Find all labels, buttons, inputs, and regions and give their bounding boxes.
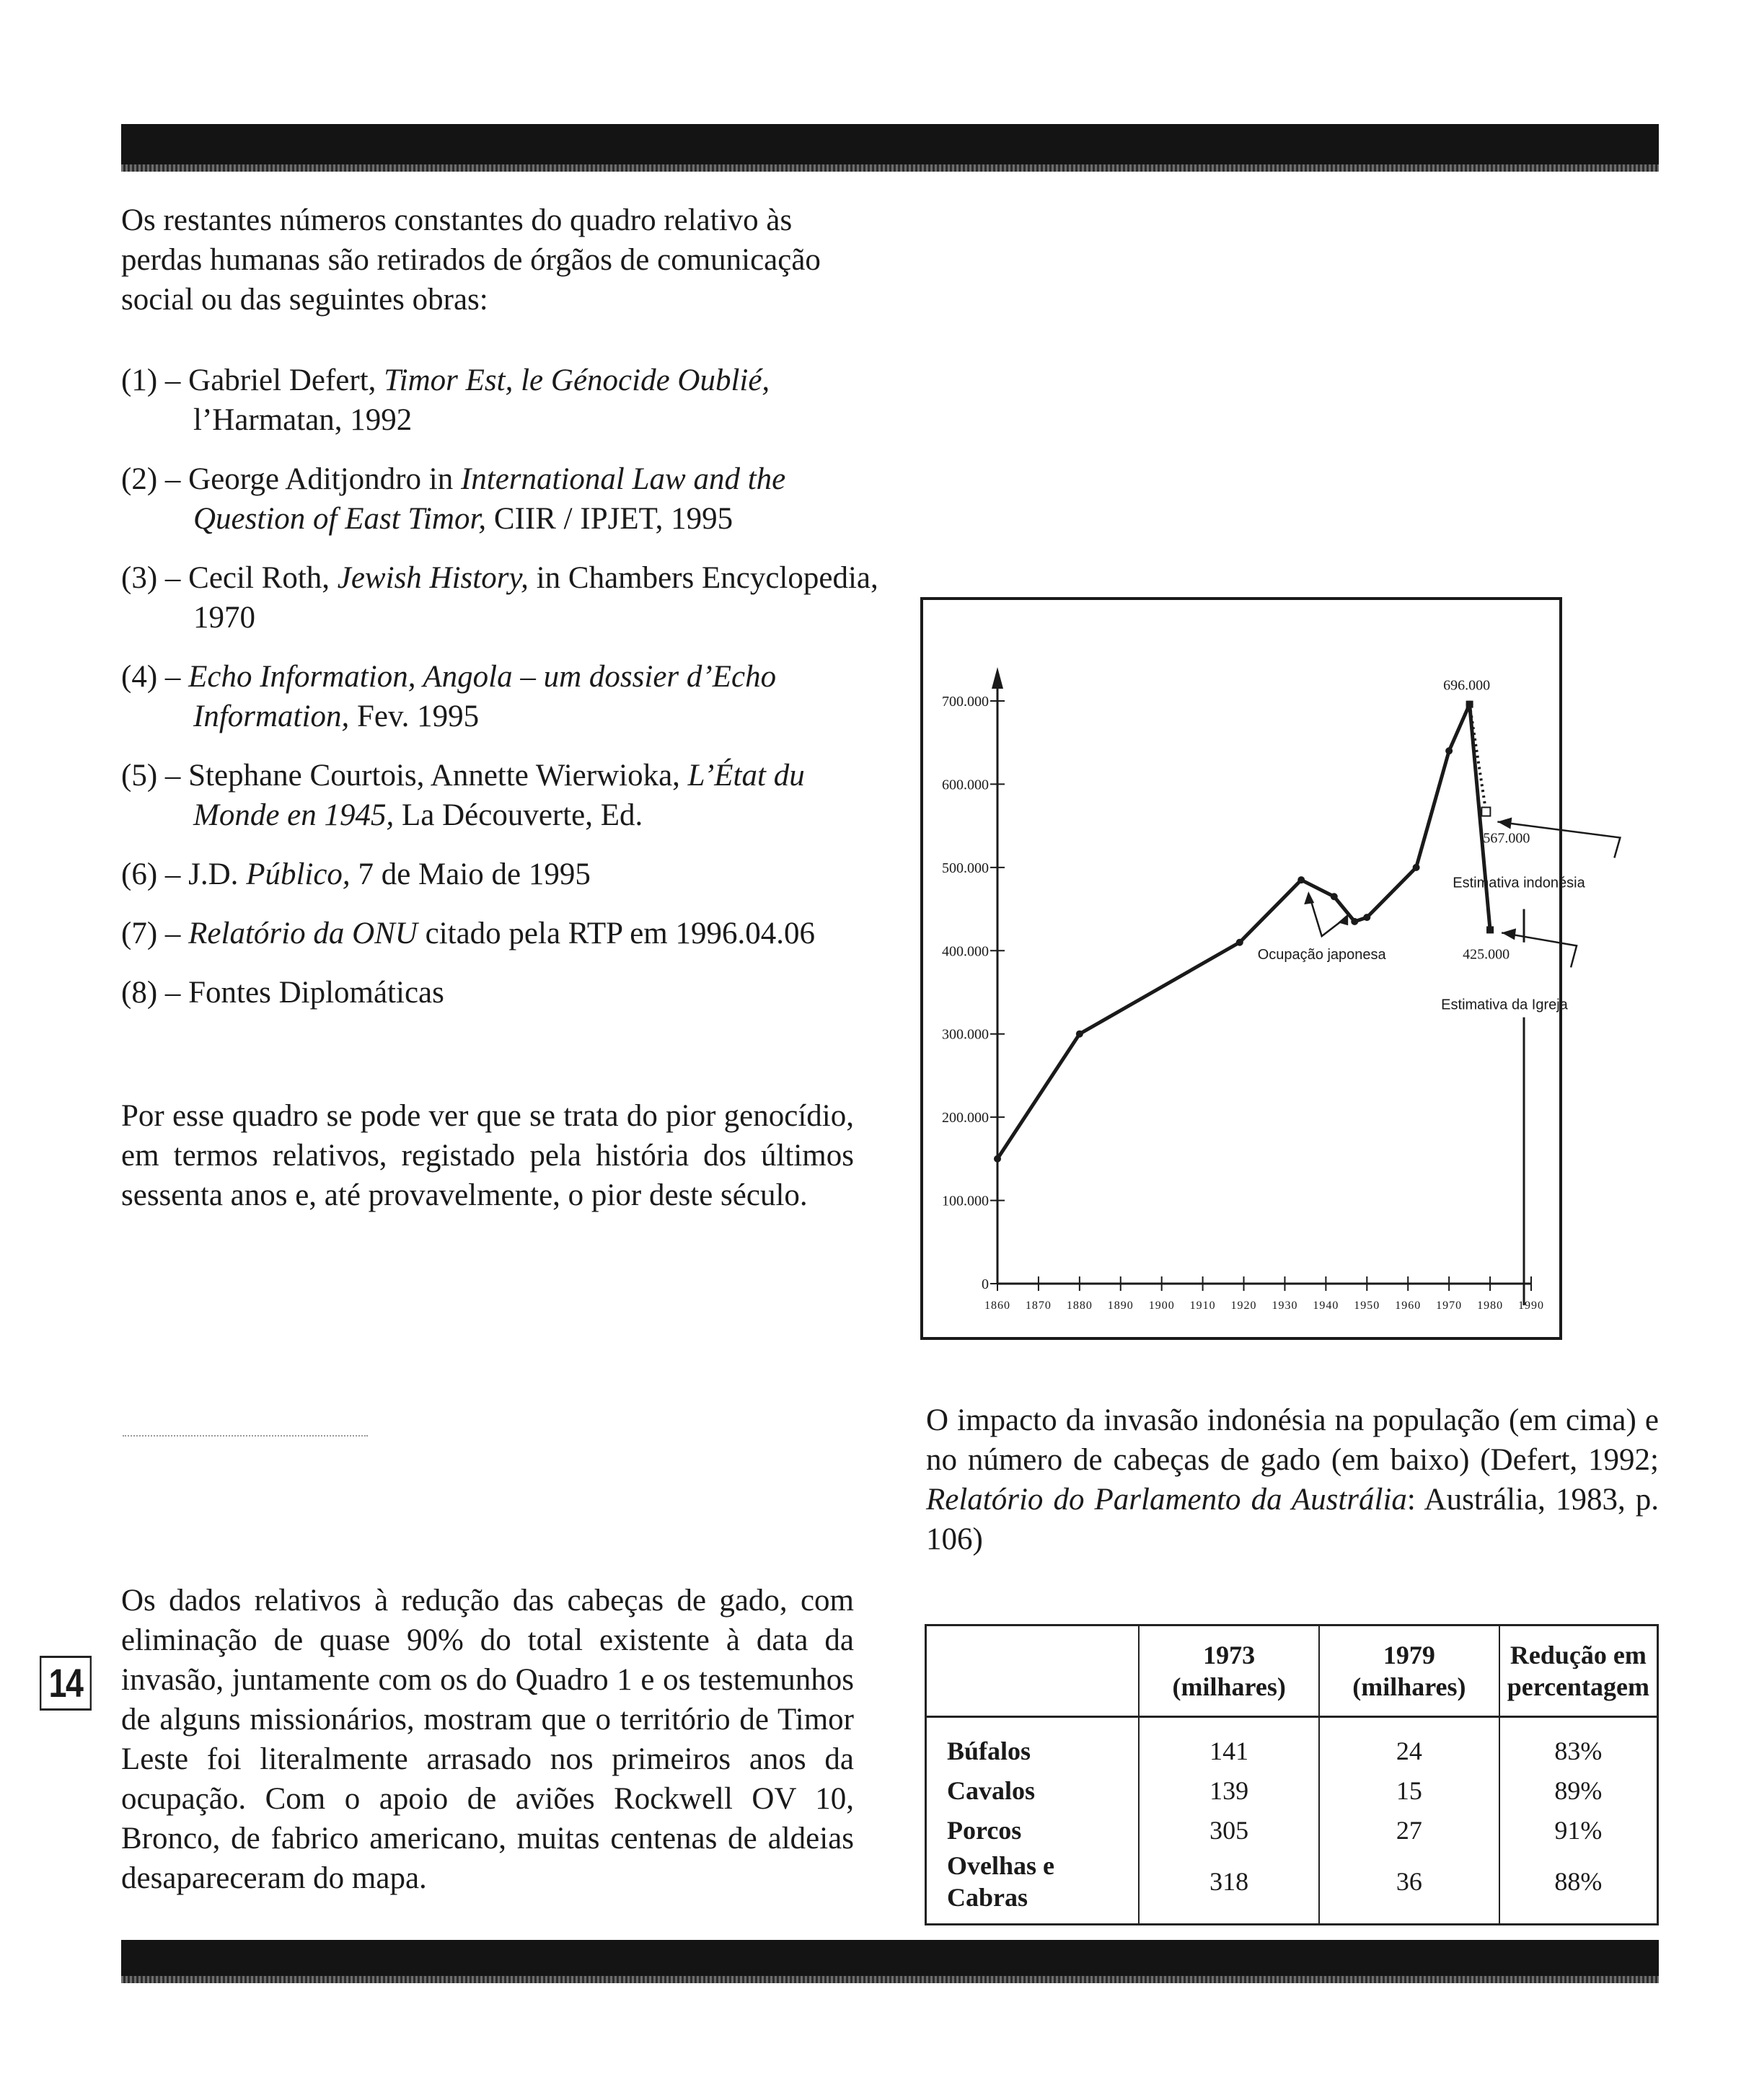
reference-item: [121, 657, 878, 736]
intro-paragraph: Os restantes números constantes do quadro relativo às perdas humanas são retirados de órgãos de comunicação social ou das seguintes obras:: [121, 203, 821, 317]
table-cell: 89%: [1499, 1770, 1658, 1810]
table-cell: 318: [1139, 1850, 1319, 1925]
caption-text-end: : Austrália, 1983, p. 106): [926, 1483, 1659, 1556]
reference-text: Cecil Roth,: [180, 561, 338, 595]
table-header-1979-year: 1979: [1383, 1641, 1435, 1669]
reference-text: Stephane Courtois, Annette Wierwioka,: [180, 759, 688, 793]
population-line: [997, 705, 1490, 1159]
reference-number: (3) –: [121, 561, 181, 595]
data-label-696000: 696.000: [1443, 677, 1491, 694]
data-point: [1331, 893, 1338, 900]
table-header-1979-unit: (milhares): [1352, 1672, 1466, 1701]
reference-list: [121, 361, 878, 1032]
data-point: [1445, 747, 1453, 754]
table-cell: 15: [1319, 1770, 1499, 1810]
table-cell: 305: [1139, 1810, 1319, 1850]
reference-text: J.D.: [180, 857, 247, 891]
reference-number: (1) –: [121, 363, 181, 397]
reference-text: l’Harmatan, 1992: [193, 403, 413, 437]
indonesian-arrowhead: [1497, 818, 1512, 829]
x-tick-label: 1860: [984, 1300, 1010, 1312]
population-chart-svg: [922, 599, 1585, 1338]
data-point: [1351, 918, 1358, 925]
reference-title: Relatório da ONU: [188, 917, 418, 950]
data-label-425000: 425.000: [1463, 946, 1510, 963]
data-point: [1363, 914, 1370, 921]
y-tick-label: 500.000: [942, 860, 989, 876]
table-cell: 27: [1319, 1810, 1499, 1850]
reference-text: Fev. 1995: [349, 700, 480, 733]
table-header-1979: [1319, 1625, 1499, 1717]
table-row: [926, 1850, 1658, 1925]
reference-item: [121, 756, 878, 835]
table-row: [926, 1810, 1658, 1850]
table-cell: Ovelhas e Cabras: [926, 1850, 1140, 1925]
table-cell: Porcos: [926, 1810, 1140, 1850]
table-header-1973-unit: (milhares): [1172, 1672, 1286, 1701]
genocide-paragraph: Por esse quadro se pode ver que se trata do pior genocídio, em termos relativos, registado pela história dos últimos sessenta anos e, até provavelmente, o pior deste século.: [121, 1099, 854, 1212]
y-tick-label: 0: [982, 1276, 989, 1292]
indonesian-estimate-label: Estimativa indonésia: [1453, 875, 1585, 891]
x-tick-label: 1980: [1477, 1300, 1504, 1312]
y-tick-label: 600.000: [942, 777, 989, 793]
reference-number: (2) –: [121, 462, 181, 496]
reference-title: Echo Information, Angola – um dossier d’Echo Information,: [188, 660, 777, 733]
reference-title: Público,: [246, 857, 351, 891]
reference-item: [121, 914, 878, 953]
data-point: [1236, 939, 1243, 946]
x-tick-label: 1920: [1230, 1300, 1257, 1312]
table-cell: 141: [1139, 1717, 1319, 1771]
table-cell: 24: [1319, 1717, 1499, 1771]
reference-item: [121, 558, 878, 638]
table-header-1973-year: 1973: [1203, 1641, 1256, 1669]
y-tick-label: 400.000: [942, 943, 989, 960]
reference-number: (4) –: [121, 660, 181, 694]
table-header-reduction-line2: percentagem: [1507, 1672, 1649, 1701]
x-tick-label: 1930: [1272, 1300, 1298, 1312]
x-tick-label: 1870: [1025, 1300, 1052, 1312]
table-cell: 91%: [1499, 1810, 1658, 1850]
table-header-reduction-line1: Redução em: [1510, 1641, 1647, 1669]
table-row: [926, 1770, 1658, 1810]
page-number: 14: [40, 1656, 92, 1711]
reference-item: [121, 361, 878, 440]
population-chart: [922, 599, 1585, 1338]
chart-caption: [926, 1400, 1659, 1559]
church-estimate-label: Estimativa da Igreja: [1441, 997, 1568, 1013]
reference-text: La Découverte, Ed.: [394, 798, 643, 832]
reference-text: Gabriel Defert,: [180, 363, 384, 397]
data-point: [1297, 876, 1305, 883]
table-cell: 83%: [1499, 1717, 1658, 1771]
caption-italic-title: Relatório do Parlamento da Austrália: [926, 1483, 1407, 1517]
data-point: [1076, 1031, 1083, 1038]
x-tick-label: 1900: [1148, 1300, 1175, 1312]
x-tick-label: 1880: [1066, 1300, 1093, 1312]
reference-text: Fontes Diplomáticas: [180, 976, 444, 1010]
data-label-567000: 567.000: [1483, 830, 1530, 847]
table-header-reduction: [1499, 1625, 1658, 1717]
top-header-band: [121, 124, 1659, 172]
reference-text: CIIR / IPJET, 1995: [486, 502, 733, 536]
reference-item: [121, 973, 878, 1012]
church-arrowhead: [1502, 928, 1516, 940]
reference-text: 7 de Maio de 1995: [350, 857, 591, 891]
table-cell: 139: [1139, 1770, 1319, 1810]
livestock-table: [925, 1624, 1659, 1925]
x-tick-label: 1960: [1395, 1300, 1422, 1312]
chart-border: [922, 599, 1561, 1338]
y-tick-label: 100.000: [942, 1193, 989, 1209]
reference-text: [180, 917, 188, 950]
reference-item: [121, 459, 878, 539]
reference-number: (5) –: [121, 759, 181, 793]
dotted-separator: [123, 1435, 368, 1437]
reference-text: citado pela RTP em 1996.04.06: [417, 917, 816, 950]
table-cell: 88%: [1499, 1850, 1658, 1925]
reference-item: [121, 855, 878, 894]
bottom-footer-band: [121, 1940, 1659, 1983]
table-cell: 36: [1319, 1850, 1499, 1925]
x-tick-label: 1940: [1313, 1300, 1339, 1312]
church-estimate-marker: [1486, 926, 1494, 933]
reference-title: L’État du Monde en 1945,: [193, 759, 805, 832]
x-tick-label: 1970: [1436, 1300, 1463, 1312]
data-point: [1413, 864, 1420, 871]
reference-text: [180, 660, 188, 694]
reference-title: Jewish History,: [337, 561, 529, 595]
reference-number: (6) –: [121, 857, 181, 891]
reference-number: (7) –: [121, 917, 181, 950]
x-tick-label: 1890: [1107, 1300, 1134, 1312]
estimate-marker: [1481, 808, 1490, 816]
x-tick-label: 1910: [1189, 1300, 1216, 1312]
x-tick-label: 1990: [1518, 1300, 1544, 1312]
reference-title: Timor Est, le Génocide Oublié,: [384, 363, 770, 397]
data-point: [994, 1155, 1001, 1162]
table-cell: Búfalos: [926, 1717, 1140, 1771]
table-header-1973: [1139, 1625, 1319, 1717]
y-axis-arrow: [992, 667, 1003, 689]
reference-text: George Aditjondro in: [180, 462, 461, 496]
reference-text: in Chambers Encyclopedia, 1970: [193, 561, 878, 635]
x-tick-label: 1950: [1354, 1300, 1380, 1312]
cattle-paragraph: Os dados relativos à redução das cabeças de gado, com eliminação de quase 90% do total existente à data da invasão, juntamente com os do Quadro 1 e os testemunhos de alguns missionários, mostram que o território de Timor Leste foi literalmente arrasado nos primeiros anos da ocupação. Com o apoio de aviões Rockwell OV 10, Bronco, de fabrico americano, muitas centenas de aldeias desapareceram do mapa.: [121, 1584, 854, 1895]
y-tick-label: 700.000: [942, 694, 989, 710]
japanese-arrowhead-left: [1304, 891, 1314, 904]
caption-text: O impacto da invasão indonésia na população (em cima) e no número de cabeças de gado (em baixo) (Defert, 1992;: [926, 1403, 1659, 1477]
table-row: [926, 1717, 1658, 1771]
table-cell: Cavalos: [926, 1770, 1140, 1810]
reference-title: International Law and the Question of East Timor,: [193, 462, 786, 536]
y-tick-label: 200.000: [942, 1110, 989, 1126]
japanese-occupation-label: Ocupação japonesa: [1257, 947, 1386, 963]
reference-number: (8) –: [121, 976, 181, 1010]
peak-marker: [1466, 701, 1473, 708]
table-header-empty: [926, 1625, 1140, 1717]
y-tick-label: 300.000: [942, 1026, 989, 1043]
